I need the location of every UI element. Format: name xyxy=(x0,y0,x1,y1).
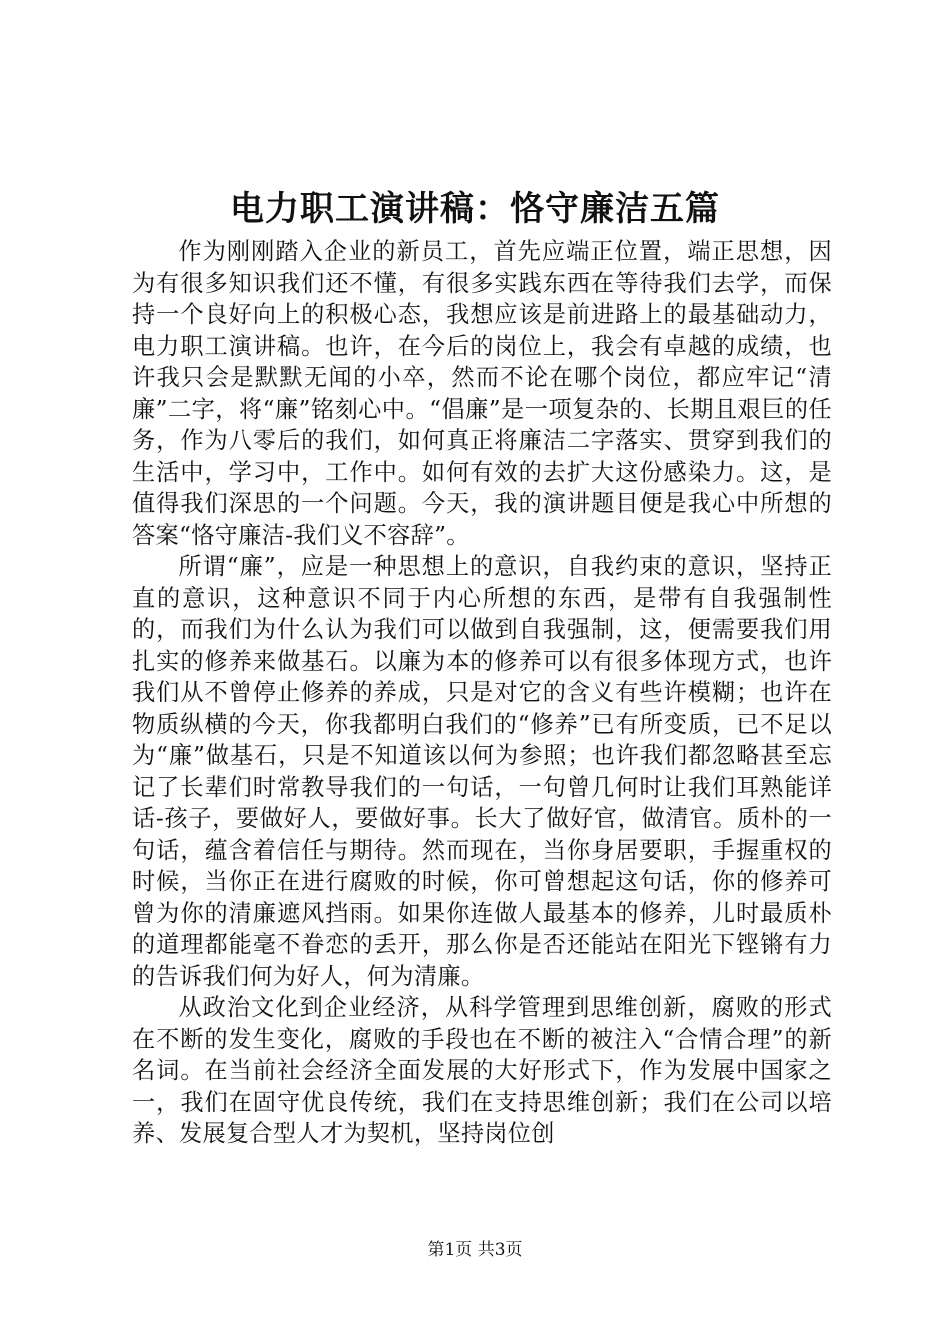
document-title: 电力职工演讲稿：恪守廉洁五篇 xyxy=(230,189,720,229)
paragraph-3: 从政治文化到企业经济，从科学管理到思维创新，腐败的形式在不断的发生变化，腐败的手段也在不断的被注入“合情合理”的新名词。在当前社会经济全面发展的大好形式下，作为发展中国家之一，我们在固守优良传统，我们在支持思维创新；我们在公司以培养、发展复合型人才为契机，坚持岗位创 xyxy=(132,994,832,1147)
page-footer: 第1页 共3页 xyxy=(427,1240,523,1260)
paragraph-1: 作为刚刚踏入企业的新员工，首先应端正位置，端正思想，因为有很多知识我们还不懂，有很多实践东西在等待我们去学，而保持一个良好向上的积极心态，我想应该是前进路上的最基础动力，电力职工演讲稿。也许，在今后的岗位上，我会有卓越的成绩，也许我只会是默默无闻的小卒，然而不论在哪个岗位，都应牢记“清廉”二字，将“廉”铭刻心中。“倡廉”是一项复杂的、长期且艰巨的任务，作为八零后的我们，如何真正将廉洁二字落实、贯穿到我们的生活中，学习中，工作中。如何有效的去扩大这份感染力。这，是值得我们深思的一个问题。今天，我的演讲题目便是我心中所想的答案“恪守廉洁-我们义不容辞”。 xyxy=(132,238,832,549)
document-body xyxy=(132,236,832,1150)
paragraph-2: 所谓“廉”，应是一种思想上的意识，自我约束的意识，坚持正直的意识，这种意识不同于内心所想的东西，是带有自我强制性的，而我们为什么认为我们可以做到自我强制，这，便需要我们用扎实的修养来做基石。以廉为本的修养可以有很多体现方式，也许我们从不曾停止修养的养成，只是对它的含义有些许模糊；也许在物质纵横的今天，你我都明白我们的“修养”已有所变质，已不足以为“廉”做基石，只是不知道该以何为参照；也许我们都忽略甚至忘记了长辈们时常教导我们的一句话，一句曾几何时让我们耳熟能详话-孩子，要做好人，要做好事。长大了做好官，做清官。质朴的一句话，蕴含着信任与期待。然而现在，当你身居要职，手握重权的时候，当你正在进行腐败的时候，你可曾想起这句话，你的修养可曾为你的清廉遮风挡雨。如果你连做人最基本的修养，儿时最质朴的道理都能毫不眷恋的丢开，那么你是否还能站在阳光下铿锵有力的告诉我们何为好人，何为清廉。 xyxy=(132,553,832,990)
